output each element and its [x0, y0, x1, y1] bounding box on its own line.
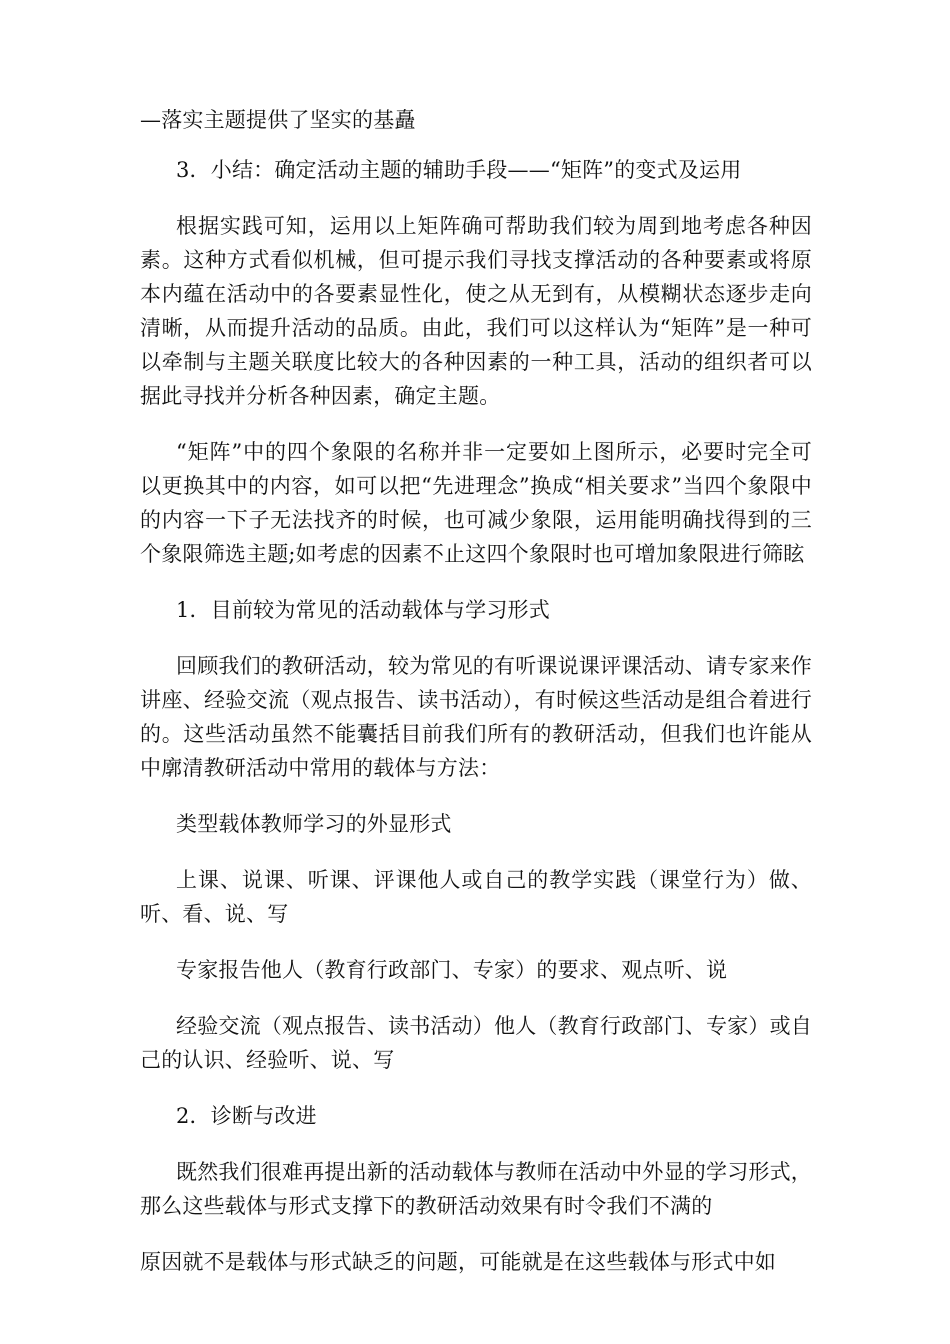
paragraph-matrix-quadrants: “矩阵”中的四个象限的名称并非一定要如上图所示，必要时完全可以更换其中的内容，如可以把“先进理念”换成“相关要求”当四个象限中的内容一下子无法找齐的时候，也可减少象限，运用能明确找得到的三个象限筛选主题;如考虑的因素不止这四个象限时也可增加象限进行筛眩: [140, 440, 812, 566]
table-header-line: 类型载体教师学习的外显形式: [176, 812, 452, 836]
paragraph-matrix-practice: 根据实践可知，运用以上矩阵确可帮助我们较为周到地考虑各种因素。这种方式看似机械，但可提示我们寻找支撑活动的各种要素或将原本内蕴在活动中的各要素显性化，使之从无到有，从模糊状态逐步走向清晰，从而提升活动的品质。由此，我们可以这样认为“矩阵”是一种可以牵制与主题关联度比较大的各种因素的一种工具，活动的组织者可以据此寻找并分析各种因素，确定主题。: [140, 214, 812, 408]
table-row-expert-report: 专家报告他人（教育行政部门、专家）的要求、观点听、说: [176, 958, 728, 982]
table-row-lessons: 上课、说课、听课、评课他人或自己的教学实践（课堂行为）做、听、看、说、写: [140, 868, 812, 926]
paragraph-diagnosis: 既然我们很难再提出新的活动载体与教师在活动中外显的学习形式，那么这些载体与形式支撑下的教研活动效果有时令我们不满的: [140, 1160, 812, 1218]
table-row-experience-exchange: 经验交流（观点报告、读书活动）他人（教育行政部门、专家）或自己的认识、经验听、说、写: [140, 1014, 812, 1072]
section-heading-common-carriers: 1．目前较为常见的活动载体与学习形式: [176, 598, 550, 622]
paragraph-continued-bottom: 原因就不是载体与形式缺乏的问题，可能就是在这些载体与形式中如: [140, 1250, 776, 1274]
paragraph-review-activities: 回顾我们的教研活动，较为常见的有听课说课评课活动、请专家来作讲座、经验交流（观点报告、读书活动），有时候这些活动是组合着进行的。这些活动虽然不能囊括目前我们所有的教研活动，但我们也许能从中廓清教研活动中常用的载体与方法：: [140, 654, 812, 780]
section-heading-summary: 3．小结：确定活动主题的辅助手段——“矩阵”的变式及运用: [176, 158, 742, 182]
document-body: [140, 103, 812, 1279]
section-heading-diagnosis: 2．诊断与改进: [176, 1104, 317, 1128]
paragraph-continuation: —落实主题提供了坚实的基矗: [140, 108, 416, 132]
